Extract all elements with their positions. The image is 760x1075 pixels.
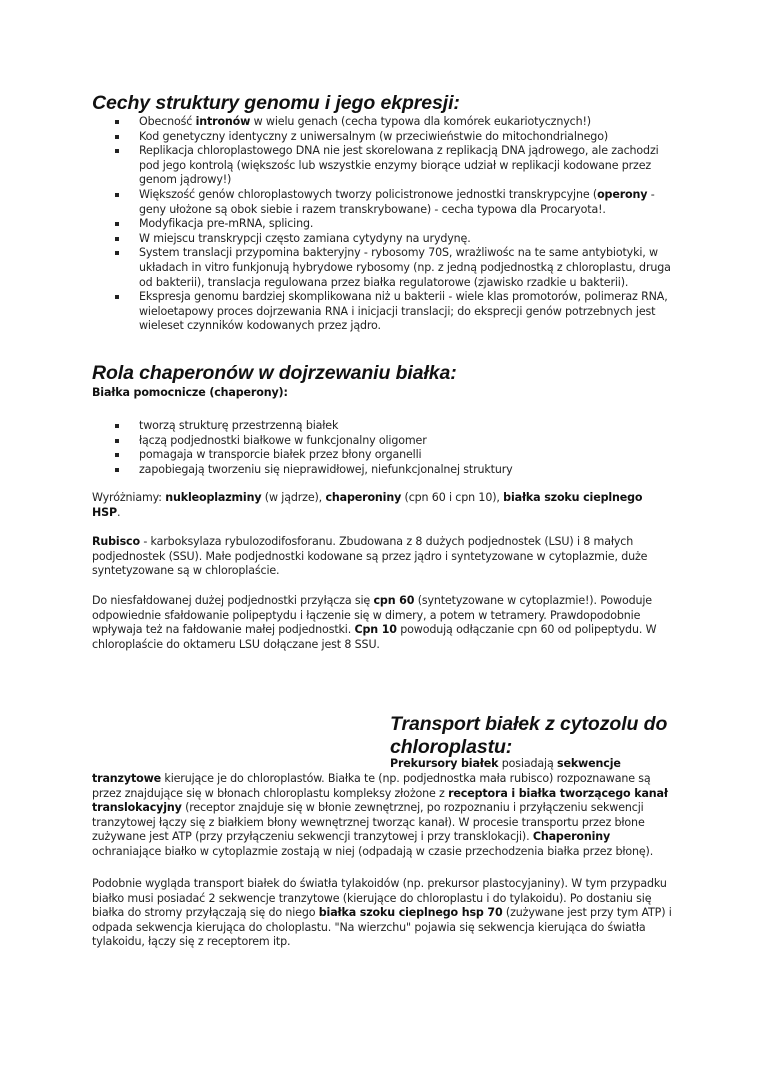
list-item: Większość genów chloroplastowych tworzy policistronowe jednostki transkrypcyjne (operony - geny ułożone są obok siebie i razem transkrybowane) - cecha typowa dla Procaryota!. [115, 188, 675, 217]
genome-features-list [115, 115, 675, 334]
section-title-transport: Transport białek z cytozolu do chloroplastu: [390, 713, 668, 758]
list-item: tworzą strukturę przestrzenną białek [115, 419, 675, 434]
section-title-chaperones: Rola chaperonów w dojrzewaniu białka: [92, 362, 457, 384]
list-item: W miejscu transkrypcji często zamiana cytydyny na urydynę. [115, 232, 675, 247]
paragraph-cpn: Do niesfałdowanej dużej podjednostki przyłącza się cpn 60 (syntetyzowane w cytoplazmie!). Powoduje odpowiednie sfałdowanie polipeptydu i łączenie się w dimery, a potem w tetramery. Prawdopodobnie wpływaja też na fałdowanie małej podjednostki. Cpn 10 powodują odłączanie cpn 60 od polipeptydu. W chloroplaście do oktameru LSU dołączane jest 8 SSU. [92, 594, 657, 651]
list-item: łączą podjednostki białkowe w funkcjonalny oligomer [115, 434, 675, 449]
list-item: System translacji przypomina bakteryjny - rybosomy 70S, wrażliwośc na te same antybiotyki, w układach in vitro funkjonują hybrydowe rybosomy (np. z jedną podjednostką z chloroplastu, druga od bakterii), translacja regulowana przez białka regulatorowe (zjawisko rzadkie u bakterii). [115, 246, 675, 290]
section-title-genome: Cechy struktury genomu i jego ekpresji: [92, 92, 460, 114]
list-item: Modyfikacja pre-mRNA, splicing. [115, 217, 675, 232]
list-item: Kod genetyczny identyczny z uniwersalnym (w przeciwieństwie do mitochondrialnego) [115, 130, 675, 145]
transport-lead: Prekursory białek posiadają sekwencje [390, 757, 621, 770]
list-item: Replikacja chloroplastowego DNA nie jest skorelowana z replikacją DNA jądrowego, ale zachodzi pod jego kontrolą (większośc lub wszystkie enzymy biorące udział w replikacji kodowane przez genom jądrowy!) [115, 144, 675, 188]
list-item: Ekspresja genomu bardziej skomplikowana niż u bakterii - wiele klas promotorów, polimeraz RNA, wieloetapowy proces dojrzewania RNA i inicjacji translacji; do ekspreсji genów potrzebnych jest wieleset czynników kodowanych przez jądro. [115, 290, 675, 334]
paragraph-rubisco: Rubisco - karboksylaza rybulozodifosforanu. Zbudowana z 8 dużych podjednostek (LSU) i 8 małych podjednostek (SSU). Małe podjednostki kodowane są przez jądro i syntetyzowane w cytoplazmie, duże syntetyzowane są w chloroplaście. [92, 535, 648, 578]
paragraph-types: Wyróżniamy: nukleoplazminy (w jądrze), chaperoniny (cpn 60 i cpn 10), białka szoku cieplnego HSP. [92, 491, 643, 519]
list-item: Obecność intronów w wielu genach (cecha typowa dla komórek eukariotycznych!) [115, 115, 675, 130]
paragraph-thylakoid: Podobnie wygląda transport białek do światła tylakoidów (np. prekursor plastocyjaniny). W tym przypadku białko musi posiadać 2 sekwencje tranzytowe (kierujące do chloroplastu i do tylakoidu). Po dostaniu się białka do stromy przyłączają się do niego białka szoku cieplnego hsp 70 (zużywane jest przy tym ATP) i odpada sekwencja kierująca do choloplastu. "Na wierzchu" pojawia się sekwencja kierująca do światła tylakoidu, łączy się z receptorem itp. [92, 877, 672, 949]
list-item: zapobiegają tworzeniu się nieprawidłowej, niefunkcjonalnej struktury [115, 463, 675, 478]
chaperones-subtitle: Białka pomocnicze (chaperony): [92, 386, 288, 399]
chaperones-list [115, 419, 675, 477]
paragraph-transport: tranzytowe kierujące je do chloroplastów. Białka te (np. podjednostka mała rubisco) rozpoznawane są przez znajdujące się w błonach chloroplastu kompleksy złożone z receptora i białka tworzącego kanał translokacyjny (receptor znajduje się w błonie zewnętrznej, po rozpoznaniu i przyłączeniu sekwencji tranzytowej łączy się z białkiem błony wewnętrznej tworząc kanał). W procesie transportu przez błone zużywane jest ATP (przy przyłączeniu sekwencji tranzytowej i przy transklokacji). Chaperoniny ochraniające białko w cytoplazmie zostają w niej (odpadają w czasie przechodzenia białka przez błonę). [92, 772, 668, 858]
list-item: pomagaja w transporcie białek przez błony organelli [115, 448, 675, 463]
